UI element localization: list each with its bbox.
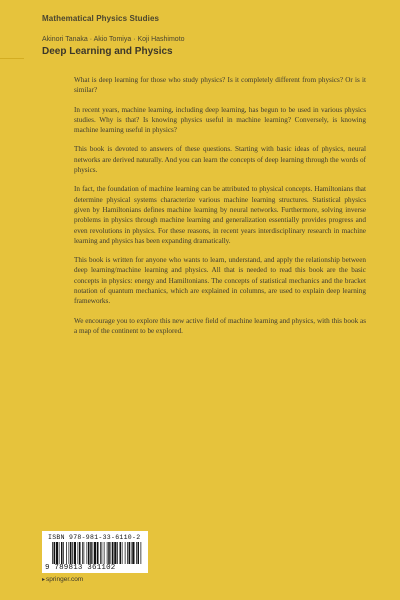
barcode-bar	[111, 542, 112, 564]
barcode-bar	[127, 542, 128, 564]
barcode-bar	[108, 542, 110, 564]
barcode-bar	[141, 542, 142, 564]
barcode-bar	[61, 542, 63, 564]
barcode-bar	[93, 542, 94, 564]
barcode-bar	[120, 542, 122, 564]
blurb-paragraph: In recent years, machine learning, including deep learning, has begun to be used in various physics studies. Why is that? Is knowing physics useful in machine learning? Conversely, is knowing machine learning useful in physics?	[74, 105, 366, 135]
barcode-bar	[78, 542, 79, 564]
barcode-bar	[136, 542, 137, 564]
publisher-link[interactable]	[42, 576, 83, 583]
publisher-url: springer.com	[46, 576, 84, 583]
barcode-bar	[104, 542, 105, 564]
barcode-bar	[132, 542, 134, 564]
blurb-paragraph: This book is devoted to answers of these questions. Starting with basic ideas of physics, neural networks are derived naturally. And you can learn the concepts of deep learning through the words of physics.	[74, 145, 366, 175]
barcode-bars	[52, 542, 142, 564]
barcode-bar	[112, 542, 114, 564]
barcode-digits: 9 789813 361102	[45, 564, 116, 572]
barcode-bar	[107, 542, 108, 564]
barcode-bar	[52, 542, 53, 564]
blurb-paragraph: We encourage you to explore this new active field of machine learning and physics, with this book as a map of the continent to be explored.	[74, 316, 366, 335]
barcode-bar	[114, 542, 116, 564]
barcode-bar	[100, 542, 101, 564]
barcode-bar	[54, 542, 56, 564]
barcode-bar	[70, 542, 72, 564]
series-name: Mathematical Physics Studies	[42, 14, 160, 23]
barcode-bar	[79, 542, 81, 564]
barcode-bar	[88, 542, 90, 564]
barcode-bar	[138, 542, 140, 564]
barcode	[42, 531, 148, 573]
barcode-bar	[125, 542, 126, 564]
authors: Akinori Tanaka · Akio Tomiya · Koji Hashimoto	[42, 36, 185, 43]
barcode-bar	[69, 542, 70, 564]
cover-header	[42, 14, 372, 57]
blurb-paragraph: What is deep learning for those who study physics? Is it completely different from physics? Or is it similar?	[74, 76, 366, 95]
barcode-bar	[117, 542, 118, 564]
back-cover-blurb	[74, 75, 366, 345]
barcode-bar	[56, 542, 58, 564]
book-title: Deep Learning and Physics	[42, 46, 173, 57]
barcode-bar	[102, 542, 103, 564]
barcode-bar	[94, 542, 96, 564]
barcode-bar	[59, 542, 60, 564]
blurb-paragraph: This book is written for anyone who wants to learn, understand, and apply the relationship between deep learning/machine learning and physics. All that is needed to read this book are the basic concepts in physics: energy and Hamiltonians. The concepts of statistical mechanics and the bracket notation of quantum mechanics, which are explained in columns, are used to explain deep learning frameworks.	[74, 256, 366, 306]
barcode-bar	[84, 542, 85, 564]
barcode-bar	[129, 542, 131, 564]
barcode-bar	[87, 542, 88, 564]
barcode-bar	[63, 542, 64, 564]
barcode-bar	[72, 542, 73, 564]
barcode-bar	[66, 542, 67, 564]
barcode-bar	[90, 542, 92, 564]
barcode-bar	[74, 542, 76, 564]
barcode-bar	[97, 542, 99, 564]
decorative-rule	[0, 58, 24, 59]
barcode-bar	[131, 542, 132, 564]
isbn-label: ISBN 978-981-33-6110-2	[48, 534, 141, 541]
blurb-paragraph: In fact, the foundation of machine learning can be attributed to physical concepts. Hamiltonians that determine physical systems characterize various machine learning structures. Statistical physics given by Hamiltonians defines machine learning by neural networks. Furthermore, solving inverse problems in physics through machine learning and generalization essentially provides progress and even revolutions in physics. For these reasons, in recent years interdisciplinary research in machine learning and physics has been expanding dramatically.	[74, 185, 366, 245]
barcode-bar	[82, 542, 83, 564]
barcode-bar	[122, 542, 123, 564]
triangle-right-icon: ▸	[42, 577, 46, 583]
